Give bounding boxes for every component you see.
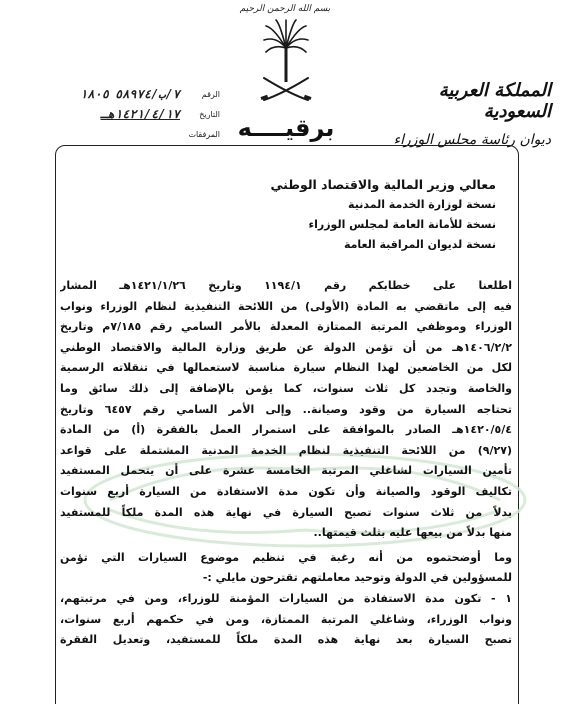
body-line: الوزراء وموظفي المرتبة الممتازة المعدلة بالأمر السامي رقم ٧/١٨٥م وتاريخ [60, 320, 512, 334]
body-line: وما أوضحتموه من أنه رغبة في تنظيم موضوع السيارات التي تؤمن [60, 550, 512, 564]
reference-block [50, 84, 220, 144]
reference-date-value: ١٤٢١/٤/١٧هـ [100, 107, 180, 121]
body-line: بدلاً من ثلاث سنوات تصبح السيارة في نهاية هذه المدة ملكاً للمستفيد [60, 505, 512, 519]
body-line: ونواب الوزراء، وشاغلي المرتبة الممتازة، ومن في حكمهم أربع سنوات، [60, 612, 512, 626]
office-name: ديوان رئاسة مجلس الوزراء [393, 132, 551, 148]
body-line: تصبح السيارة بعد نهاية هذه المدة ملكاً للمستفيد، وتعديل الفقرة [60, 633, 512, 647]
body-line: لكل من الخاضعين لهذا النظام سيارة مناسبة لاستعمالها في تنقلاته الرسمية [60, 361, 512, 375]
body-line: والخاصة وتجدد كل ثلاث سنوات، كما يؤمن بالإضافة إلى ذلك سائق وما [60, 381, 512, 395]
kingdom-name: المملكة العربية السعودية [438, 80, 551, 122]
body-line: ١٤٢٠/٥/٤هـ الصادر بالموافقة على استمرار العمل بالفقرة (أ) من المادة [60, 423, 512, 437]
reference-number-label: الرقم [201, 89, 220, 99]
body-line: فيه إلى ماتقضي به المادة (الأولى) من اللائحة التنفيذية لنظام الوزراء ونواب [60, 299, 512, 313]
reference-attachments-label: المرفقات [188, 129, 220, 139]
recipients-list [76, 175, 496, 255]
reference-number-value: ٧/ب/٥٨٩٧٤ [114, 87, 180, 101]
letterhead-titles [371, 80, 551, 148]
palm-and-swords-emblem [258, 18, 314, 110]
document-type-title: برقيــــه [237, 114, 335, 142]
reference-date-row [50, 104, 220, 124]
body-line: تحتاجه السيارة من وقود وصيانة.. وإلى الأمر السامي رقم ٦٤٥٧ وتاريخ [60, 402, 512, 416]
body-line: ١ - تكون مدة الاستفادة من السيارات المؤمنة للوزراء، ومن في مرتبتهم، [60, 591, 512, 605]
reference-attachments-row [50, 124, 220, 144]
body-line: تأمين السيارات لشاغلي المرتبة الخامسة عشرة على أن يتحمل المستفيد [60, 464, 512, 478]
body-line: (٩/٢٧) من اللائحة التنفيذية لنظام الخدمة المدنية المشتملة على قواعد [60, 443, 512, 457]
recipient-line: معالي وزير المالية والاقتصاد الوطني [270, 177, 496, 192]
reference-number-row [50, 84, 220, 104]
recipient-line: نسخة للأمانة العامة لمجلس الوزراء [308, 218, 496, 231]
reference-side-mark: ١٨٠٥ [80, 87, 109, 101]
letter-body [60, 276, 512, 651]
body-line: اطلعنا على خطابكم رقم ١١٩٤/١ وتاريخ ١٤٢١/١/٢٦هـ المشار [60, 279, 512, 292]
body-line: ١٤٠٦/٢/٢هـ من أن تؤمن الدولة عن طريق وزارة المالية والاقتصاد الوطني [60, 340, 512, 354]
reference-date-label: التاريخ [199, 109, 220, 119]
body-line: تكاليف الوقود والصيانة وأن تكون مدة الاستفادة من السيارة أربع سنوات [60, 484, 512, 498]
basmala: بسم الله الرحمن الرحيم [239, 4, 331, 14]
recipient-line: نسخة لوزارة الخدمة المدنية [348, 198, 496, 211]
recipient-line: نسخة لديوان المراقبة العامة [343, 238, 496, 251]
body-line: للمسؤولين في الدولة وتوحيد معاملتهم تقترحون مايلي :- [202, 571, 512, 585]
body-line: منها بدلاً من بيعها عليه بثلث قيمتها.. [313, 526, 512, 540]
